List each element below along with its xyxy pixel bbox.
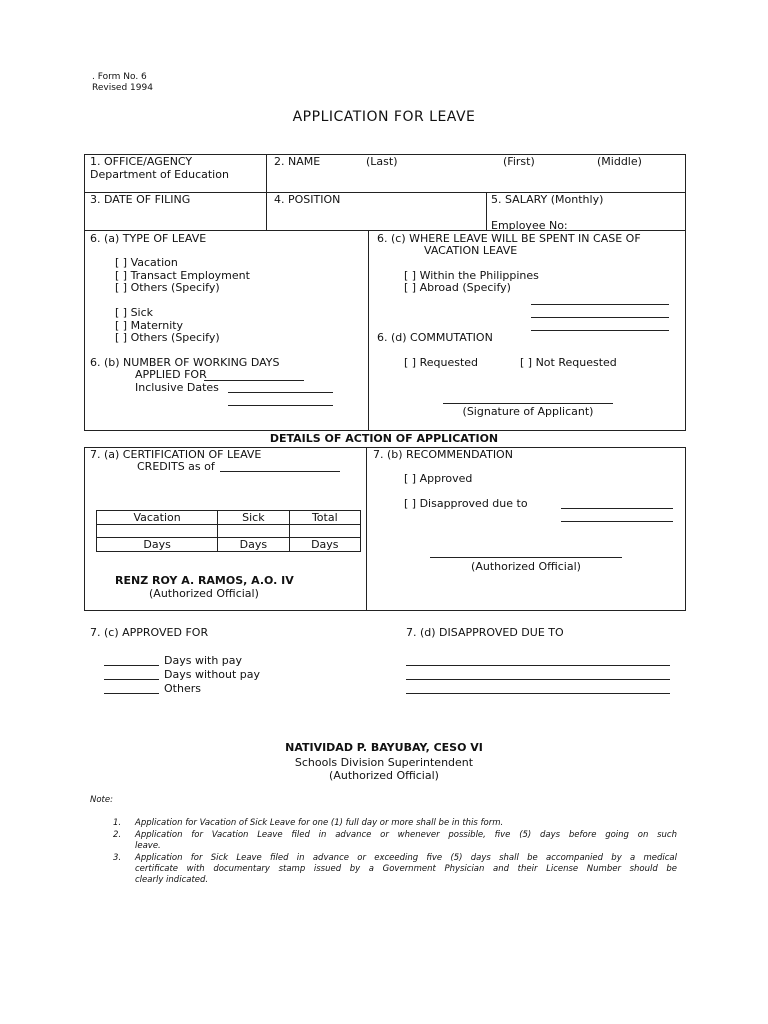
name-middle-label: (Middle) [597, 155, 642, 168]
notes-heading: Note: [90, 795, 113, 805]
inclusive-dates-label: Inclusive Dates [135, 381, 219, 394]
disapproved-due-line-3[interactable] [406, 693, 670, 694]
option-vacation[interactable]: [ ] Vacation [115, 256, 178, 269]
name-first-label: (First) [503, 155, 535, 168]
note-number: 3. [113, 853, 122, 863]
recommending-official-title: (Authorized Official) [471, 560, 581, 573]
sick-value[interactable] [218, 525, 289, 538]
days-without-pay-line[interactable] [104, 679, 159, 680]
table-row [97, 525, 361, 538]
column-divider [486, 192, 487, 231]
employee-no-label: Employee No: [491, 219, 568, 232]
leave-credits-table [96, 510, 361, 552]
note-text: leave. [135, 841, 161, 851]
recommending-signature-line[interactable] [430, 557, 622, 558]
name-label: 2. NAME [274, 155, 321, 168]
days-without-pay-label: Days without pay [164, 668, 261, 681]
office-agency-label: 1. OFFICE/AGENCY [90, 155, 193, 168]
type-of-leave-label: 6. (a) TYPE OF LEAVE [90, 232, 207, 245]
superintendent-name: NATIVIDAD P. BAYUBAY, CESO VI [285, 741, 483, 754]
abroad-specify-line-3[interactable] [531, 330, 669, 331]
inclusive-dates-line[interactable] [228, 392, 333, 393]
where-leave-label: 6. (c) WHERE LEAVE WILL BE SPENT IN CASE OF [377, 232, 641, 245]
note-text: Application for Vacation Leave filed in advance or whenever possible, five (5) days before going on such [135, 830, 677, 840]
total-header: Total [289, 511, 360, 525]
option-others-vacation[interactable]: [ ] Others (Specify) [115, 281, 220, 294]
disapproved-due-line-2[interactable] [406, 679, 670, 680]
note-text: certificate with documentary stamp issued by a Government Physician and their License Number should be [135, 864, 677, 874]
option-disapproved[interactable]: [ ] Disapproved due to [404, 497, 528, 510]
vacation-unit: Days [97, 538, 218, 552]
certifying-official-title: (Authorized Official) [149, 587, 259, 600]
sick-header: Sick [218, 511, 289, 525]
note-text: Application for Sick Leave filed in advance or exceeding five (5) days shall be accompanied by a medical [135, 853, 677, 863]
working-days-label: 6. (b) NUMBER OF WORKING DAYS [90, 356, 280, 369]
vacation-header: Vacation [97, 511, 218, 525]
option-others-sick[interactable]: [ ] Others (Specify) [115, 331, 220, 344]
approved-for-label: 7. (c) APPROVED FOR [90, 626, 209, 639]
column-divider [368, 230, 369, 431]
column-divider [266, 154, 267, 231]
superintendent-title: (Authorized Official) [329, 769, 439, 782]
page-title: APPLICATION FOR LEAVE [292, 109, 476, 125]
details-title: DETAILS OF ACTION OF APPLICATION [269, 432, 499, 445]
where-leave-label-2: VACATION LEAVE [424, 244, 518, 257]
others-label: Others [164, 682, 201, 695]
sick-unit: Days [218, 538, 289, 552]
disapproved-due-to-label: 7. (d) DISAPPROVED DUE TO [406, 626, 564, 639]
total-value[interactable] [289, 525, 360, 538]
option-sick[interactable]: [ ] Sick [115, 306, 154, 319]
applied-for-line[interactable] [204, 380, 304, 381]
option-not-requested[interactable]: [ ] Not Requested [520, 356, 617, 369]
superintendent-position: Schools Division Superintendent [294, 756, 474, 769]
total-unit: Days [289, 538, 360, 552]
option-requested[interactable]: [ ] Requested [404, 356, 479, 369]
table-row [97, 538, 361, 552]
applicant-signature-caption: (Signature of Applicant) [462, 405, 594, 418]
days-with-pay-line[interactable] [104, 665, 159, 666]
credits-date-line[interactable] [220, 471, 340, 472]
disapproved-reason-line-2[interactable] [561, 521, 673, 522]
note-text: clearly indicated. [135, 875, 209, 885]
inclusive-dates-line-2[interactable] [228, 405, 333, 406]
abroad-specify-line-2[interactable] [531, 317, 669, 318]
note-number: 2. [113, 830, 122, 840]
certifying-official-name: RENZ ROY A. RAMOS, A.O. IV [115, 574, 294, 587]
days-with-pay-label: Days with pay [164, 654, 243, 667]
name-last-label: (Last) [366, 155, 398, 168]
option-approved[interactable]: [ ] Approved [404, 472, 473, 485]
others-line[interactable] [104, 693, 159, 694]
position-label: 4. POSITION [274, 193, 341, 206]
certification-label: 7. (a) CERTIFICATION OF LEAVE [90, 448, 262, 461]
applicant-signature-line[interactable] [443, 403, 613, 404]
note-text: Application for Vacation of Sick Leave for one (1) full day or more shall be in this form. [135, 818, 504, 828]
applied-for-label: APPLIED FOR [135, 368, 207, 381]
disapproved-due-line[interactable] [406, 665, 670, 666]
credits-as-of-label: CREDITS as of [137, 460, 215, 473]
commutation-label: 6. (d) COMMUTATION [377, 331, 493, 344]
disapproved-reason-line[interactable] [561, 508, 673, 509]
option-abroad[interactable]: [ ] Abroad (Specify) [404, 281, 511, 294]
table-row [97, 511, 361, 525]
form-number: . Form No. 6 [92, 72, 147, 82]
option-within-philippines[interactable]: [ ] Within the Philippines [404, 269, 539, 282]
office-agency-value[interactable]: Department of Education [90, 168, 229, 181]
recommendation-label: 7. (b) RECOMMENDATION [373, 448, 513, 461]
abroad-specify-line[interactable] [531, 304, 669, 305]
date-of-filing-label: 3. DATE OF FILING [90, 193, 191, 206]
option-transact-employment[interactable]: [ ] Transact Employment [115, 269, 250, 282]
column-divider [366, 447, 367, 611]
option-maternity[interactable]: [ ] Maternity [115, 319, 184, 332]
vacation-value[interactable] [97, 525, 218, 538]
revised-date: Revised 1994 [92, 83, 153, 93]
note-number: 1. [113, 818, 122, 828]
salary-label: 5. SALARY (Monthly) [491, 193, 604, 206]
